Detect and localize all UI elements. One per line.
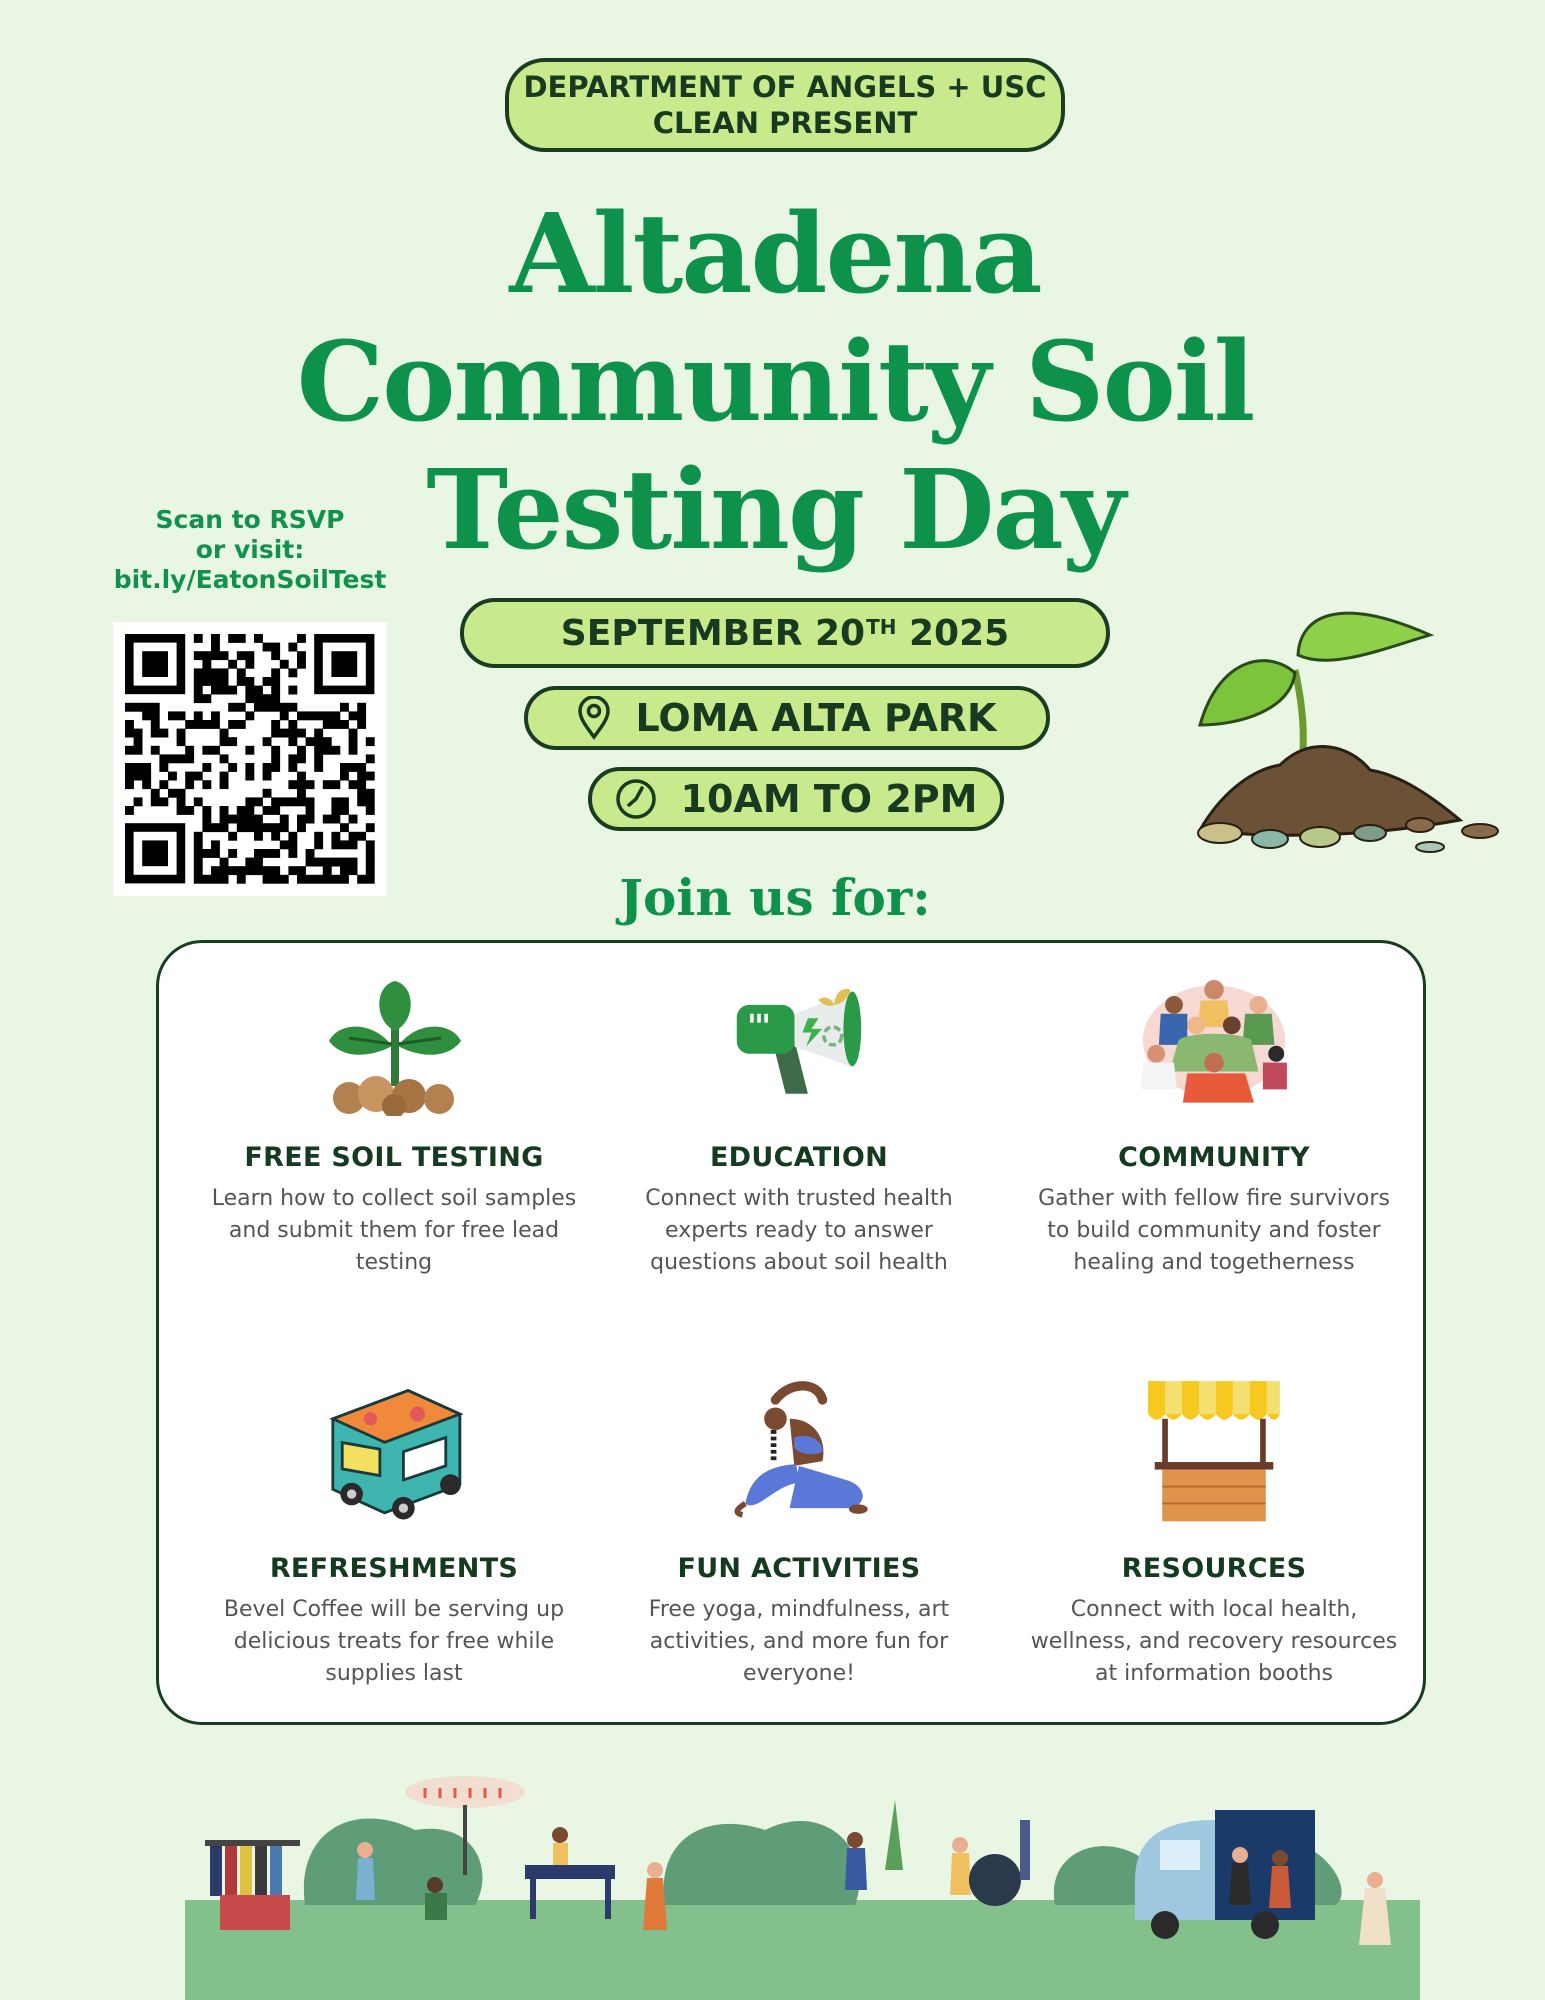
- feature-resources: [1029, 1367, 1399, 1690]
- feature-fun-activities: [614, 1367, 984, 1690]
- clock-icon: [615, 778, 657, 820]
- join-heading: Join us for:: [619, 868, 931, 927]
- feature-description: Free yoga, mindfulness, art activities, and more fun for everyone!: [648, 1597, 950, 1686]
- presenter-line-2: CLEAN PRESENT: [652, 106, 918, 140]
- features-card: [156, 940, 1426, 1725]
- megaphone-icon: [719, 956, 879, 1116]
- location-pin-icon: [577, 696, 611, 740]
- date-pill: [460, 598, 1110, 668]
- feature-title: REFRESHMENTS: [269, 1553, 519, 1584]
- date-year: 2025: [909, 612, 1010, 654]
- feature-description: Learn how to collect soil samples and submit them for free lead testing: [211, 1186, 577, 1275]
- plant-soil-icon: [314, 956, 474, 1116]
- feature-title: COMMUNITY: [1118, 1142, 1310, 1173]
- feature-soil-testing: [209, 956, 579, 1279]
- time-pill: [588, 767, 1004, 831]
- event-title: [240, 190, 1310, 574]
- community-group-icon: [1134, 956, 1294, 1116]
- feature-title: FUN ACTIVITIES: [677, 1553, 921, 1584]
- presenter-line-1: DEPARTMENT OF ANGELS + USC: [523, 70, 1047, 104]
- feature-education: [614, 956, 984, 1279]
- rsvp-text: [100, 505, 400, 595]
- feature-description: Bevel Coffee will be serving up delicious treats for free while supplies last: [223, 1597, 565, 1686]
- date-main: SEPTEMBER 20: [560, 612, 866, 654]
- rsvp-qr-code[interactable]: [113, 622, 387, 896]
- feature-title: RESOURCES: [1121, 1553, 1307, 1584]
- market-stall-icon: [1134, 1367, 1294, 1527]
- feature-title: FREE SOIL TESTING: [244, 1142, 544, 1173]
- title-line-3: Testing Day: [426, 445, 1124, 574]
- feature-community: [1029, 956, 1399, 1279]
- feature-title: EDUCATION: [709, 1142, 889, 1173]
- date-suffix: TH: [866, 615, 897, 639]
- feature-description: Connect with local health, wellness, and recovery resources at information booths: [1030, 1597, 1398, 1686]
- rsvp-link[interactable]: bit.ly/EatonSoilTest: [113, 565, 387, 594]
- sprout-soil-illustration: [1180, 595, 1520, 855]
- time-text: 10AM TO 2PM: [680, 777, 978, 821]
- location-pill: [524, 686, 1050, 750]
- food-truck-icon: [314, 1367, 474, 1527]
- title-line-2: Community Soil: [296, 317, 1254, 446]
- qr-code-graphic: [113, 622, 387, 896]
- feature-description: Connect with trusted health experts ready to answer questions about soil health: [645, 1186, 953, 1275]
- presenter-banner: [505, 58, 1065, 152]
- feature-description: Gather with fellow fire survivors to build community and foster healing and togetherness: [1038, 1186, 1390, 1275]
- yoga-pose-icon: [719, 1367, 879, 1527]
- title-line-1: Altadena: [509, 189, 1041, 318]
- market-scene-illustration: [185, 1760, 1420, 2000]
- rsvp-line-1: Scan to RSVP: [155, 505, 345, 534]
- rsvp-line-2: or visit:: [195, 535, 305, 564]
- location-text: LOMA ALTA PARK: [635, 696, 997, 740]
- feature-refreshments: [209, 1367, 579, 1690]
